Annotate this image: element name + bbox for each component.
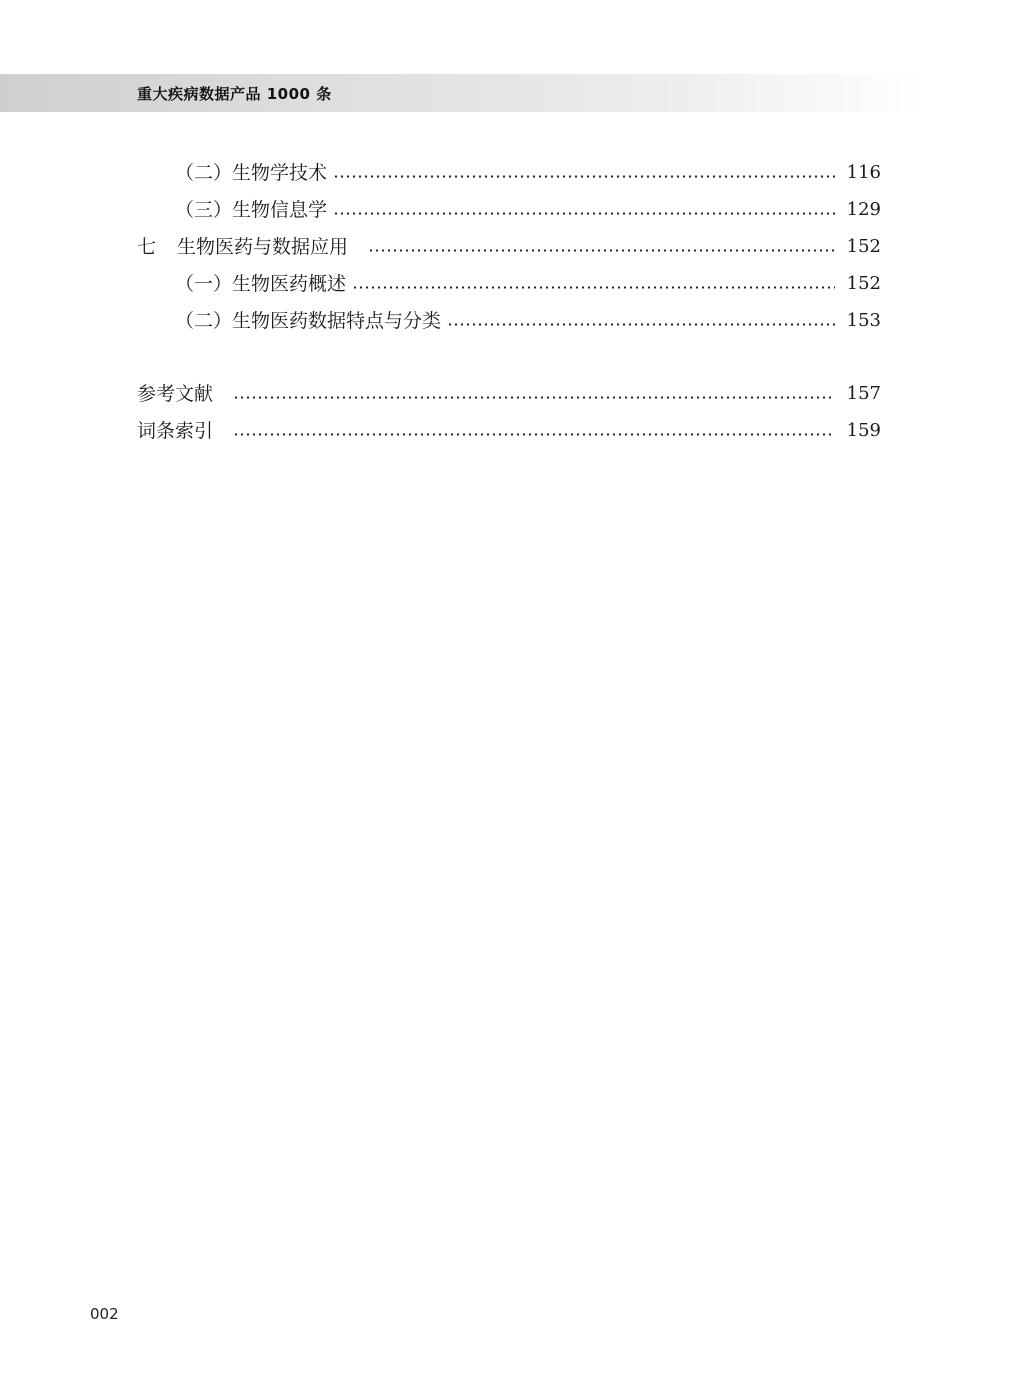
- toc-entry-bioinformatics[interactable]: [137, 195, 881, 225]
- toc-entry-title: 生物医药数据特点与分类: [232, 310, 442, 332]
- dot-leader: [233, 396, 835, 399]
- book-title: 重大疾病数据产品 1000 条: [137, 85, 332, 103]
- toc-entry-references[interactable]: [137, 379, 881, 409]
- toc-entry-page: 159: [846, 420, 881, 441]
- dot-leader: [368, 249, 835, 252]
- toc-entry-number: （三）: [175, 199, 233, 221]
- toc-entry-number: 七: [137, 236, 157, 258]
- toc-entry-page: 116: [846, 162, 881, 183]
- page-number: 002: [90, 1305, 119, 1323]
- toc-entry-number: （二）: [175, 162, 233, 184]
- toc-entry-title: 生物信息学: [232, 199, 328, 221]
- toc-entry-biomed-data-classification[interactable]: [137, 306, 881, 336]
- toc-entry-title: 生物医药概述: [232, 273, 347, 295]
- dot-leader: [447, 323, 835, 326]
- toc-entry-page: 129: [846, 199, 881, 220]
- toc-entry-page: 152: [846, 273, 881, 294]
- dot-leader: [333, 212, 835, 215]
- dot-leader: [233, 433, 835, 436]
- toc-entry-title: 生物医药与数据应用: [177, 236, 349, 258]
- toc-entry-number: （一）: [175, 273, 233, 295]
- toc-entry-biomed-overview[interactable]: [137, 269, 881, 299]
- toc-entry-title: 参考文献: [137, 383, 214, 405]
- toc-entry-term-index[interactable]: [137, 416, 881, 446]
- toc-entry-chapter-7[interactable]: [137, 232, 881, 262]
- dot-leader: [333, 175, 835, 178]
- toc-entry-page: 153: [846, 310, 881, 331]
- running-header-bar: [0, 74, 925, 112]
- toc-entry-biotech[interactable]: [137, 158, 881, 188]
- toc-entry-title: 词条索引: [137, 420, 214, 442]
- toc-entry-page: 152: [846, 236, 881, 257]
- dot-leader: [352, 286, 835, 289]
- toc-entry-page: 157: [846, 383, 881, 404]
- toc-entry-number: （二）: [175, 310, 233, 332]
- toc-entry-title: 生物学技术: [232, 162, 328, 184]
